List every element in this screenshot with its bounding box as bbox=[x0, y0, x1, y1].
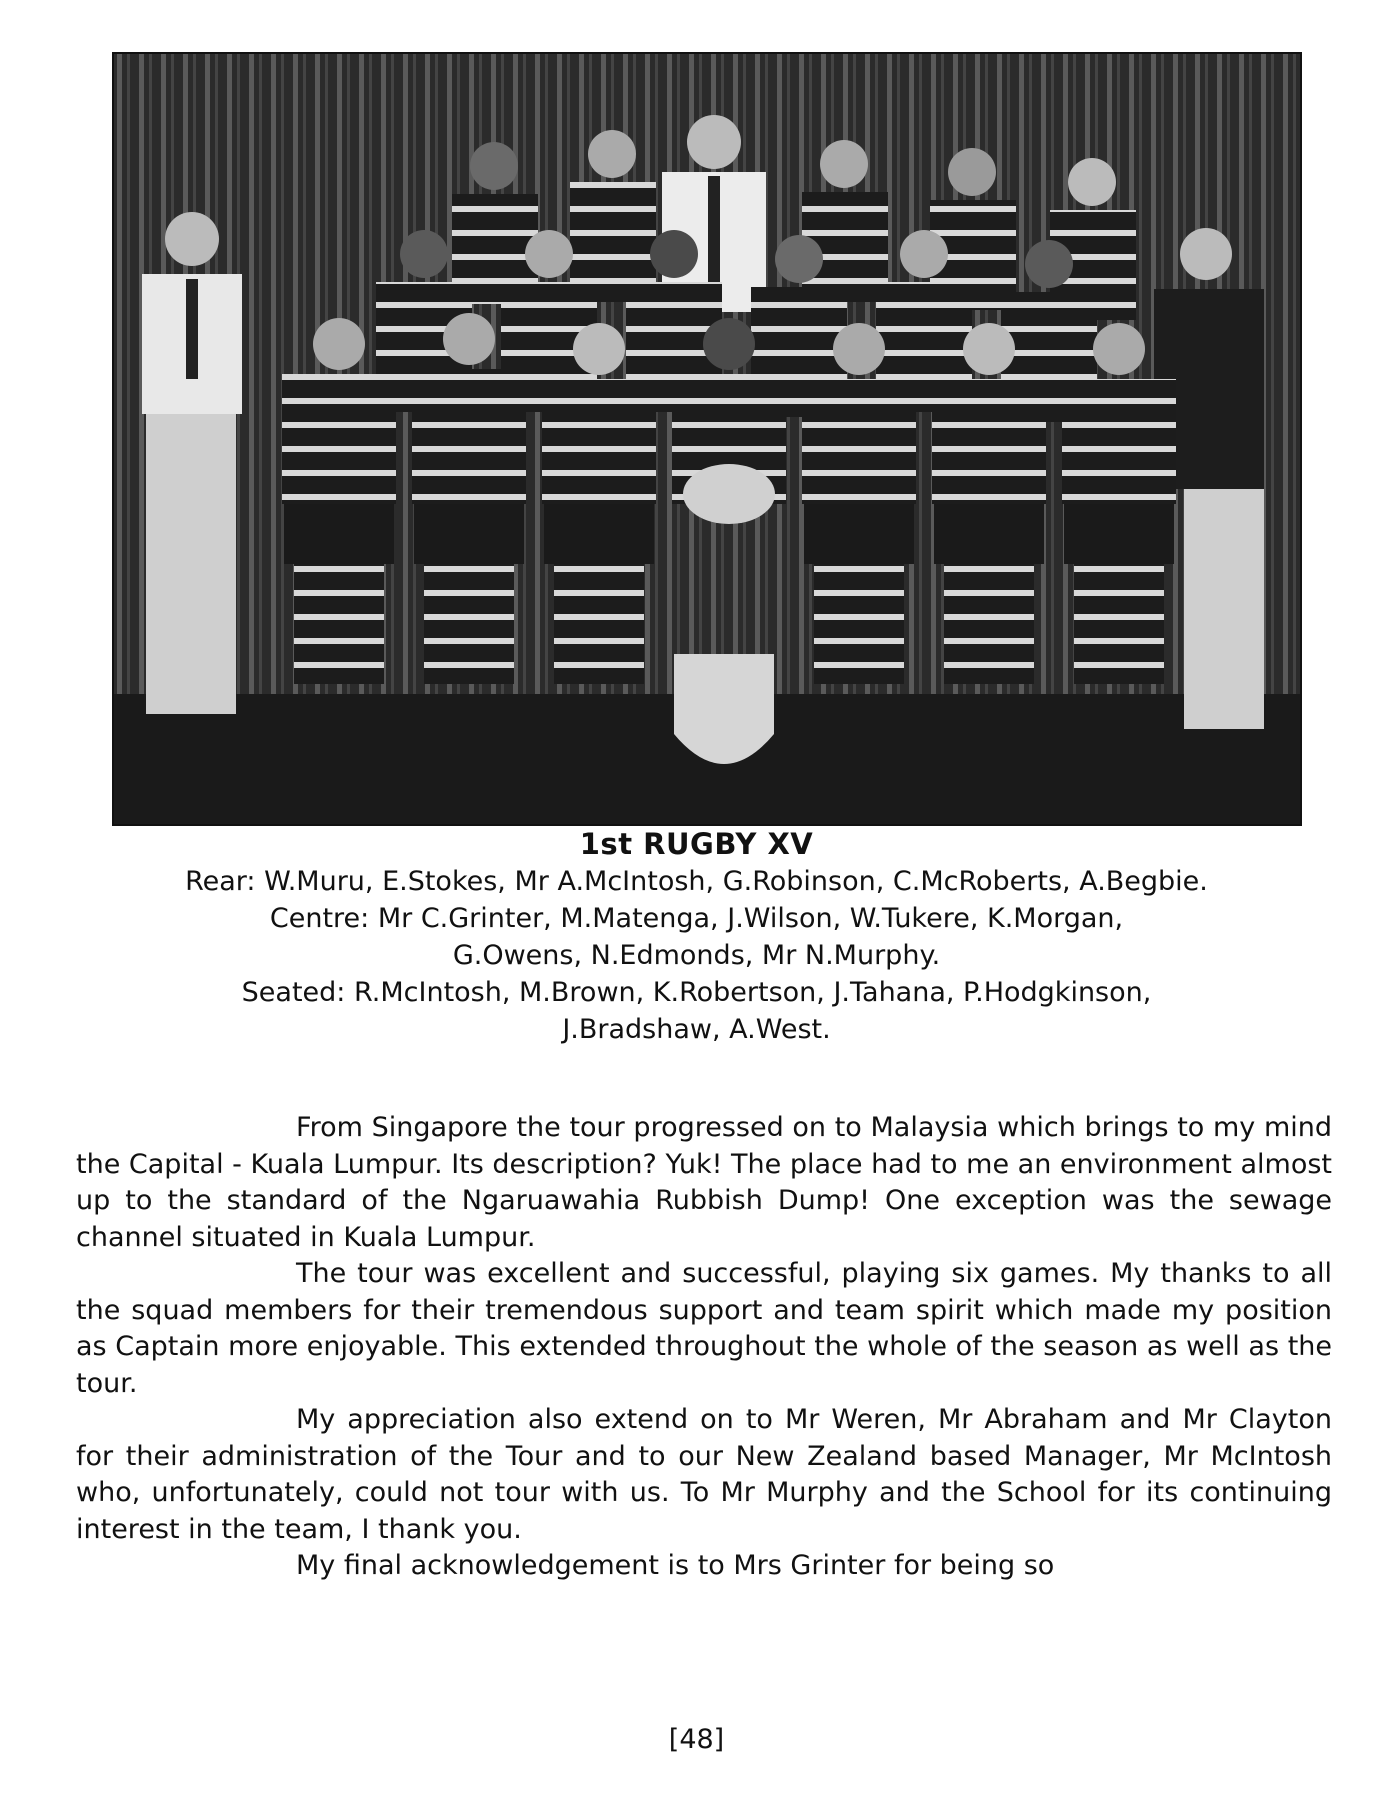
caption-seated-2: J.Bradshaw, A.West. bbox=[562, 1014, 831, 1045]
team-photo-image bbox=[114, 54, 1300, 824]
shield-trophy bbox=[674, 654, 774, 764]
paragraph-3: My appreciation also extend on to Mr Weren, Mr Abraham and Mr Clayton for their administration of the Tour and to our New Zealand based Manager, Mr McIntosh who, unfortunately, could not tour with us. To Mr Murphy and the School for its continuing interest in the team, I thank you. bbox=[76, 1404, 1332, 1545]
caption-centre-1: Centre: Mr C.Grinter, M.Matenga, J.Wilson, W.Tukere, K.Morgan, bbox=[269, 903, 1124, 934]
page-number: [48] bbox=[668, 1724, 725, 1755]
teacher-left bbox=[142, 212, 242, 714]
caption-seated-1: Seated: R.McIntosh, M.Brown, K.Robertson, J.Tahana, P.Hodgkinson, bbox=[241, 977, 1152, 1008]
caption-rear: Rear: W.Muru, E.Stokes, Mr A.McIntosh, G.Robinson, C.McRoberts, A.Begbie. bbox=[185, 866, 1208, 897]
photo-caption bbox=[40, 826, 1353, 1048]
paragraph-2: The tour was excellent and successful, playing six games. My thanks to all the squad members for their tremendous support and team spirit which made my position as Captain more enjoyable. This extended throughout the whole of the season as well as the tour. bbox=[76, 1258, 1332, 1399]
caption-centre-2: G.Owens, N.Edmonds, Mr N.Murphy. bbox=[452, 940, 941, 971]
paragraph-1: From Singapore the tour progressed on to Malaysia which brings to my mind the Capital - Kuala Lumpur. Its description? Yuk! The place had to me an environment almost up to the standard of the Ngaruawahia Rubbish Dump! One exception was the sewage channel situated in Kuala Lumpur. bbox=[76, 1112, 1332, 1253]
team-photo bbox=[112, 52, 1302, 826]
paragraph-4: My final acknowledgement is to Mrs Grinter for being so bbox=[296, 1550, 1055, 1581]
article-body bbox=[76, 1110, 1332, 1585]
caption-title: 1st RUGBY XV bbox=[579, 827, 814, 861]
